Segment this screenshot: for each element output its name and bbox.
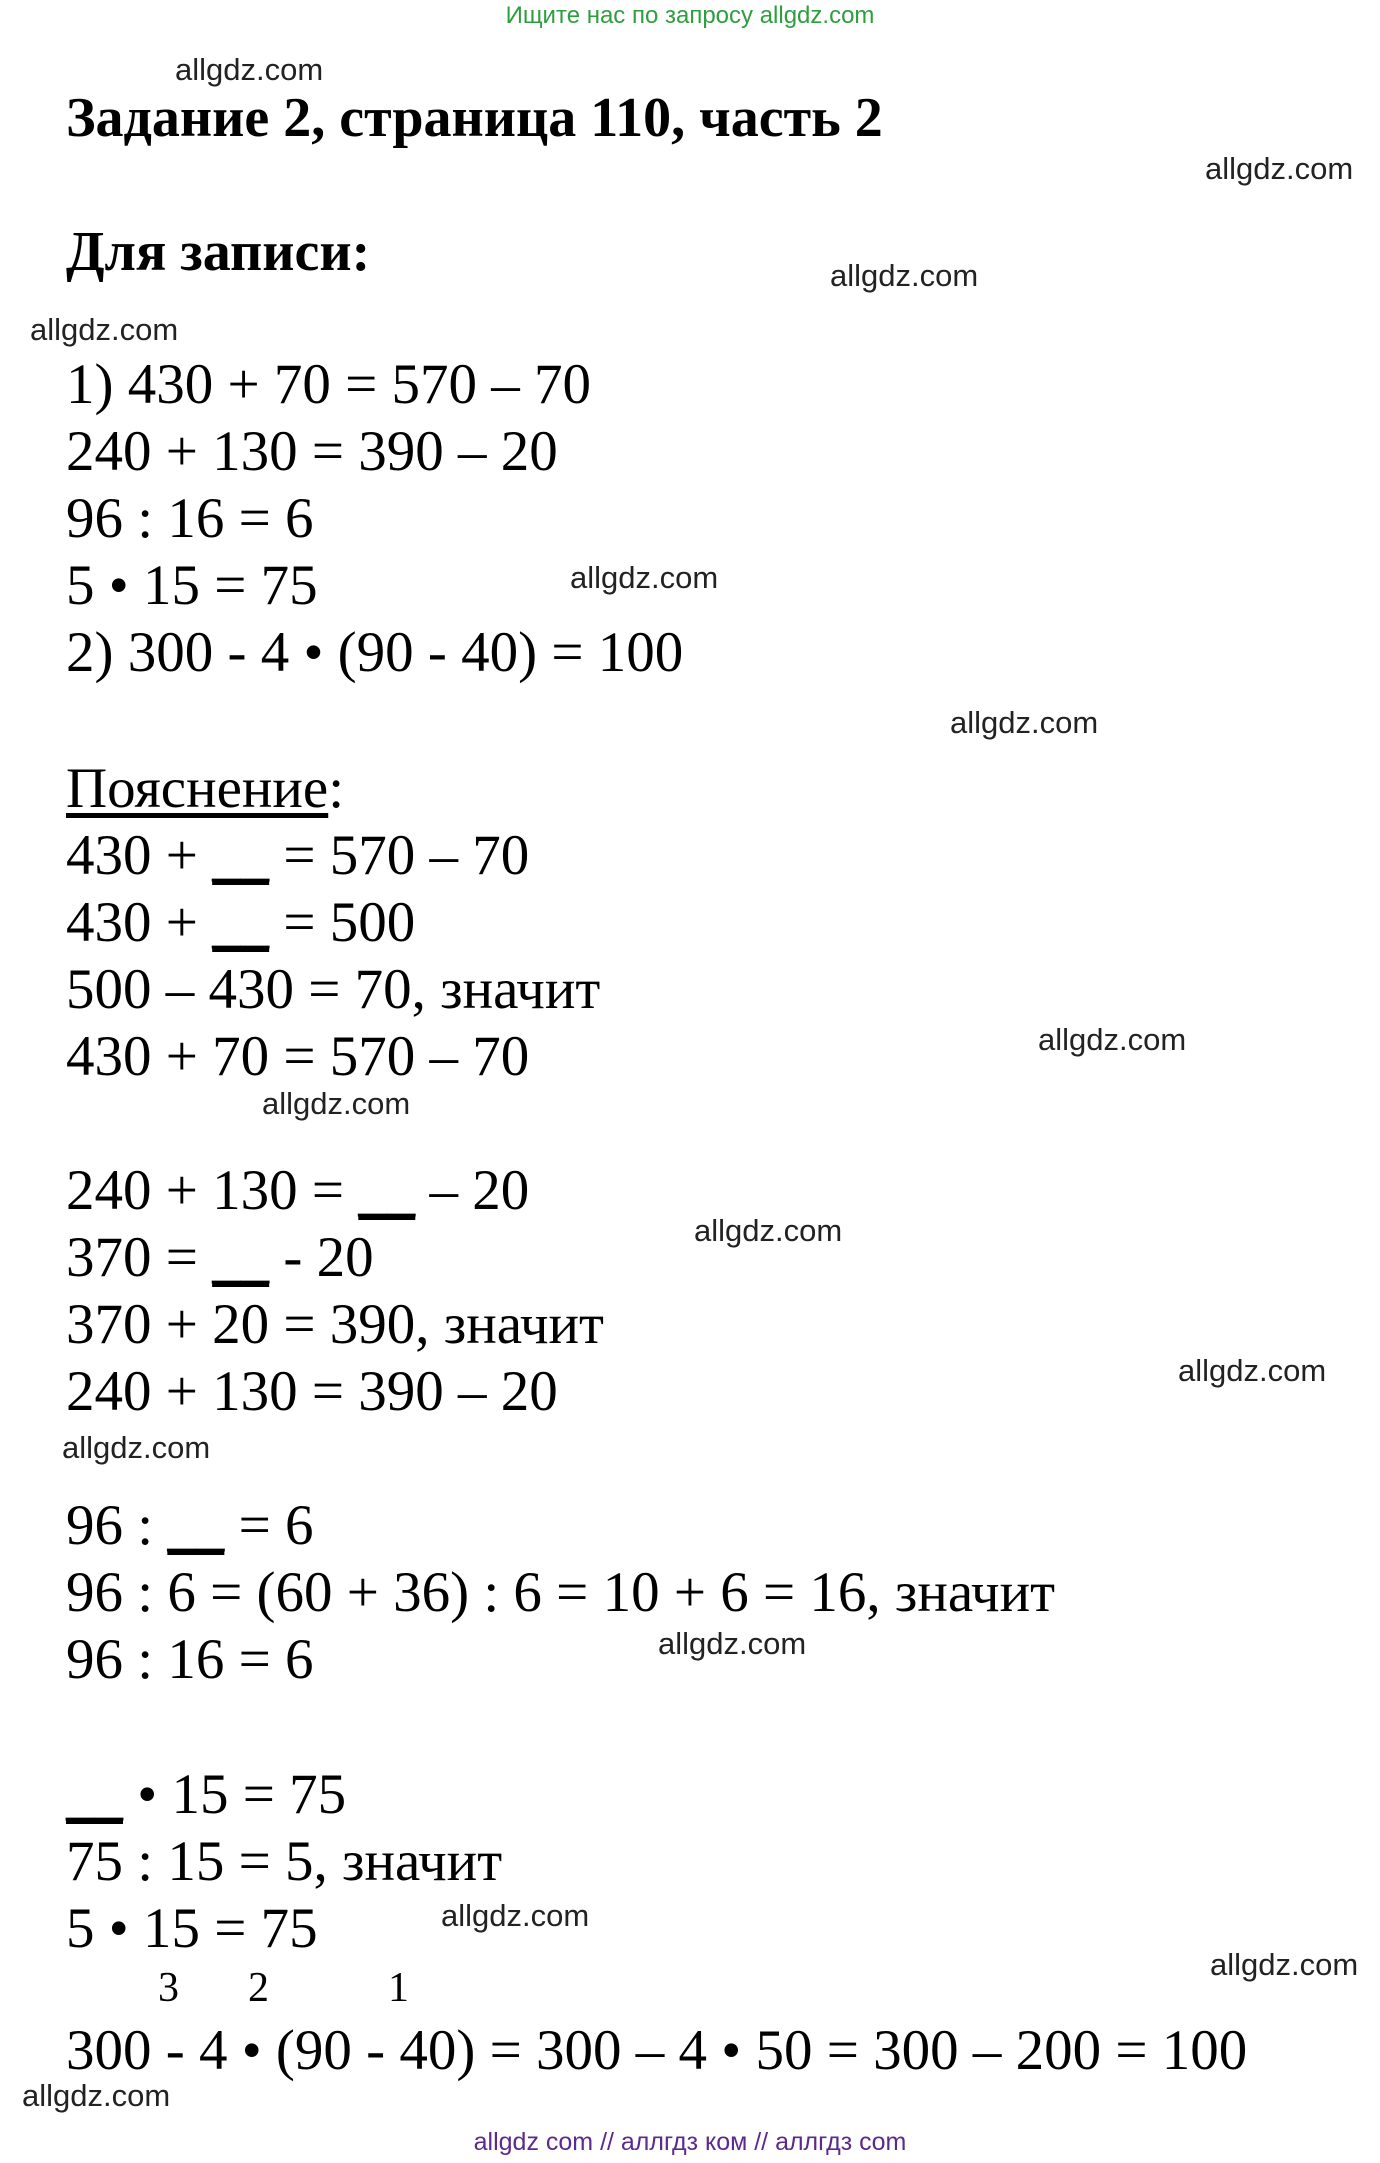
expr-part: 430 + [66,891,213,954]
top-banner[interactable]: Ищите нас по запросу allgdz.com [505,2,875,29]
explanation-line: 5 • 15 = 75 [66,1897,318,1960]
explanation-line: 75 : 15 = 5, значит [66,1830,503,1893]
section-heading: Для записи: [66,221,371,283]
blank: __ [212,1226,270,1289]
watermark: allgdz.com [658,1626,807,1661]
watermark: allgdz.com [570,560,719,595]
expr-part: = 6 [224,1494,314,1557]
explanation-line [66,1225,374,1290]
expr-part: = 500 [269,891,416,954]
expr-part: • 15 = 75 [123,1763,347,1826]
explanation-line [66,1493,314,1558]
bottom-banner[interactable]: allgdz com // аллгдз ком // аллгдз com [473,2128,907,2156]
expr-part: 96 : [66,1494,168,1557]
explanation-line: 240 + 130 = 390 – 20 [66,1360,558,1423]
expr-part: 240 + 130 = [66,1159,359,1222]
operation-order-number: 2 [248,1965,269,2011]
expr-part: 430 + [66,824,213,887]
explanation-colon: : [328,757,345,820]
record-line: 1) 430 + 70 = 570 – 70 [66,353,592,416]
watermark: allgdz.com [30,312,179,347]
watermark: allgdz.com [950,705,1099,740]
explanation-line: 500 – 430 = 70, значит [66,958,601,1021]
explanation-line: 370 + 20 = 390, значит [66,1293,604,1356]
explanation-line: 96 : 16 = 6 [66,1628,314,1691]
explanation-line: 300 - 4 • (90 - 40) = 300 – 4 • 50 = 300 – 200 = 100 [66,2019,1248,2082]
expr-part: 370 = [66,1226,213,1289]
watermark: allgdz.com [175,52,324,87]
blank: __ [358,1159,416,1222]
blank: __ [212,824,270,887]
watermark: allgdz.com [1205,151,1354,186]
page-title: Задание 2, страница 110, часть 2 [66,87,883,149]
explanation-heading [66,756,344,821]
watermark: allgdz.com [1038,1022,1187,1057]
blank: __ [167,1494,225,1557]
operation-order-number: 3 [158,1965,179,2011]
watermark: allgdz.com [1178,1353,1327,1388]
blank: __ [212,891,270,954]
operation-order-number: 1 [388,1965,409,2011]
explanation-line [66,1762,346,1827]
explanation-line [66,823,529,888]
explanation-line [66,890,415,955]
explanation-line: 430 + 70 = 570 – 70 [66,1025,530,1088]
record-line: 5 • 15 = 75 [66,554,318,617]
expr-part: - 20 [269,1226,374,1289]
expr-part: – 20 [415,1159,530,1222]
watermark: allgdz.com [830,258,979,293]
explanation-line [66,1158,529,1223]
record-line: 240 + 130 = 390 – 20 [66,420,558,483]
expr-part: = 570 – 70 [269,824,530,887]
watermark: allgdz.com [22,2078,171,2113]
explanation-line: 96 : 6 = (60 + 36) : 6 = 10 + 6 = 16, значит [66,1561,1055,1624]
watermark: allgdz.com [441,1898,590,1933]
watermark: allgdz.com [1210,1947,1359,1982]
explanation-label: Пояснение [66,757,329,820]
watermark: allgdz.com [262,1086,411,1121]
record-line: 2) 300 - 4 • (90 - 40) = 100 [66,621,684,684]
watermark: allgdz.com [694,1213,843,1248]
blank: __ [66,1763,123,1826]
record-line: 96 : 16 = 6 [66,487,314,550]
watermark: allgdz.com [62,1430,211,1465]
